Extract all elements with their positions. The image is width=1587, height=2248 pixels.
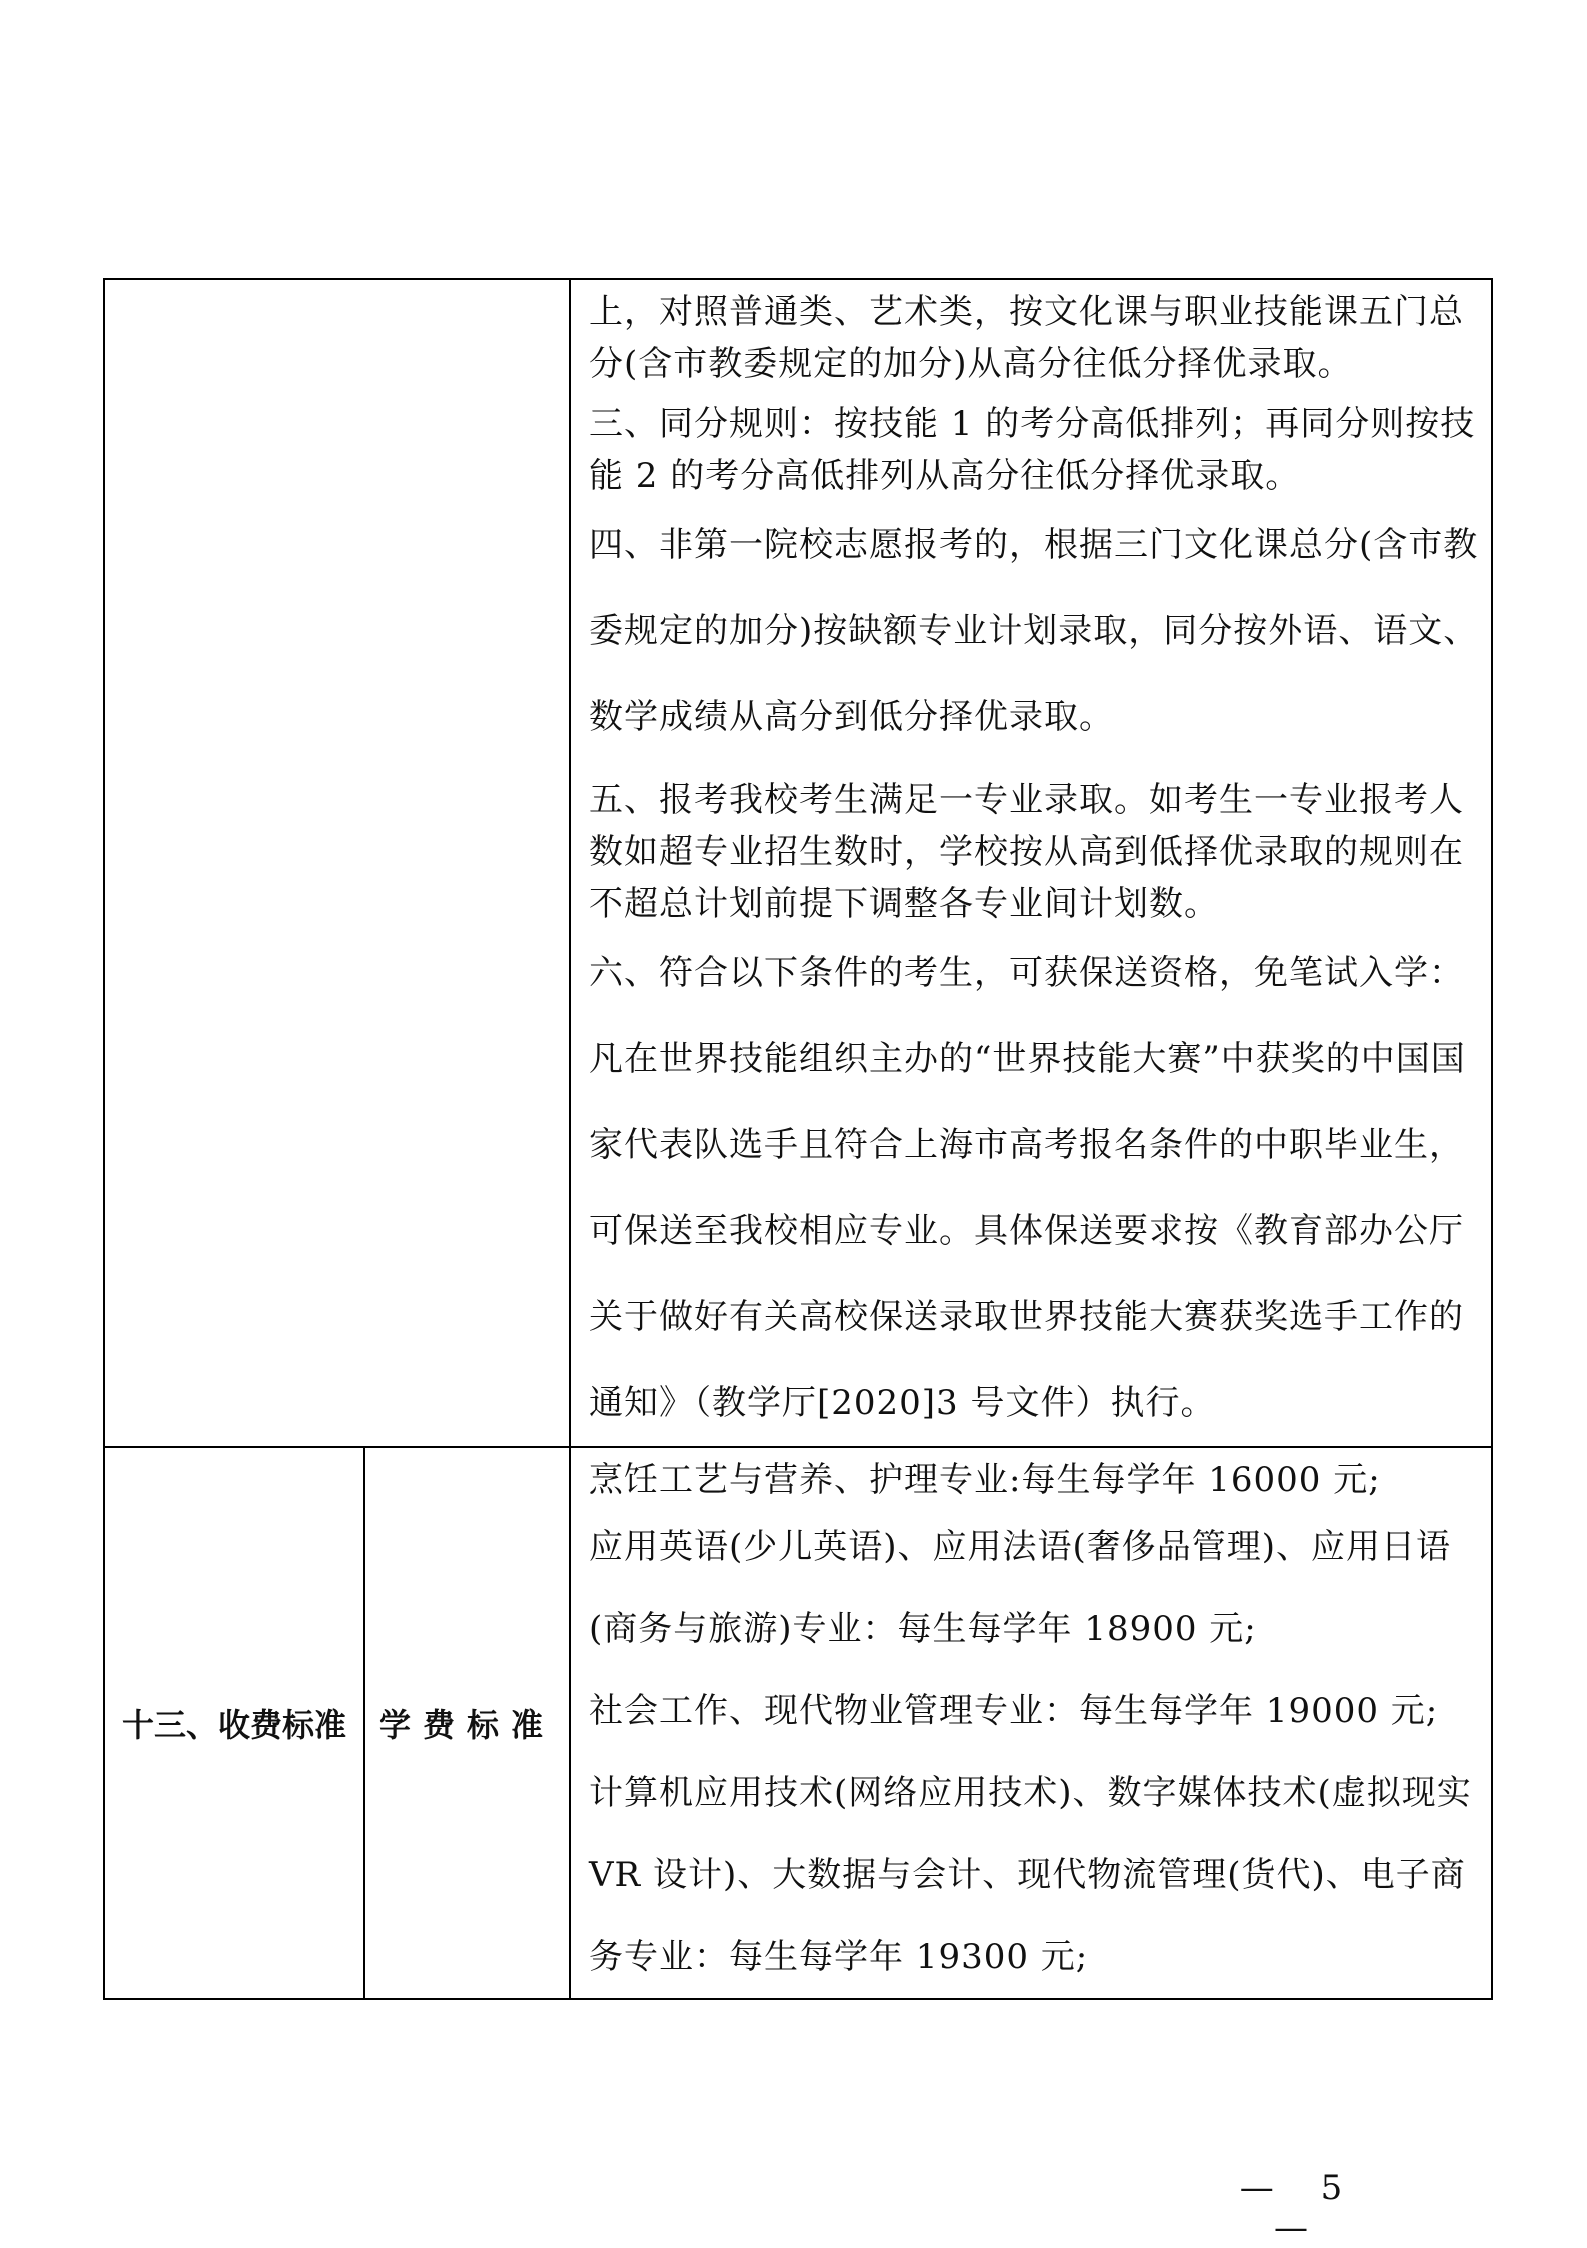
- fees-row: [104, 1447, 1492, 1999]
- section-label-cell: 十三、收费标准: [104, 1447, 364, 1999]
- content-table: [103, 278, 1493, 2000]
- rule-paragraph: 四、非第一院校志愿报考的，根据三门文化课总分(含市教委规定的加分)按缺额专业计划录取，同分按外语、语文、数学成绩从高分到低分择优录取。: [589, 525, 1479, 737]
- fee-item: 计算机应用技术(网络应用技术)、数字媒体技术(虚拟现实 VR 设计)、大数据与会计、现代物流管理(货代)、电子商务专业：每生每学年 19300 元;: [589, 1773, 1472, 1977]
- fee-item: 社会工作、现代物业管理专业：每生每学年 19000 元;: [589, 1691, 1439, 1731]
- tuition-fees-cell: [570, 1447, 1492, 1999]
- rule-paragraph: 六、符合以下条件的考生，可获保送资格，免笔试入学：凡在世界技能组织主办的“世界技能大赛”中获奖的中国国家代表队选手且符合上海市高考报名条件的中职毕业生，可保送至我校相应专业。具体保送要求按《教育部办公厅关于做好有关高校保送录取世界技能大赛获奖选手工作的通知》（教学厅[2020]3 号文件）执行。: [589, 953, 1466, 1423]
- rule-paragraph: 上，对照普通类、艺术类，按文化课与职业技能课五门总分(含市教委规定的加分)从高分往低分择优录取。: [589, 292, 1464, 384]
- fee-item: 应用英语(少儿英语)、应用法语(奢侈品管理)、应用日语(商务与旅游)专业：每生每学年 18900 元;: [589, 1527, 1452, 1649]
- page-number: — 5 —: [1239, 2168, 1361, 2248]
- fee-item: 烹饪工艺与营养、护理专业:每生每学年 16000 元;: [589, 1460, 1381, 1500]
- empty-label-cell: [104, 279, 570, 1447]
- admission-rules-row: [104, 279, 1492, 1447]
- tuition-label-cell: 学费标准: [364, 1447, 570, 1999]
- rule-paragraph: 三、同分规则：按技能 1 的考分高低排列；再同分则按技能 2 的考分高低排列从高分往低分择优录取。: [589, 404, 1476, 496]
- admission-rules-cell: [570, 279, 1492, 1447]
- rule-paragraph: 五、报考我校考生满足一专业录取。如考生一专业报考人数如超专业招生数时，学校按从高到低择优录取的规则在不超总计划前提下调整各专业间计划数。: [589, 780, 1464, 924]
